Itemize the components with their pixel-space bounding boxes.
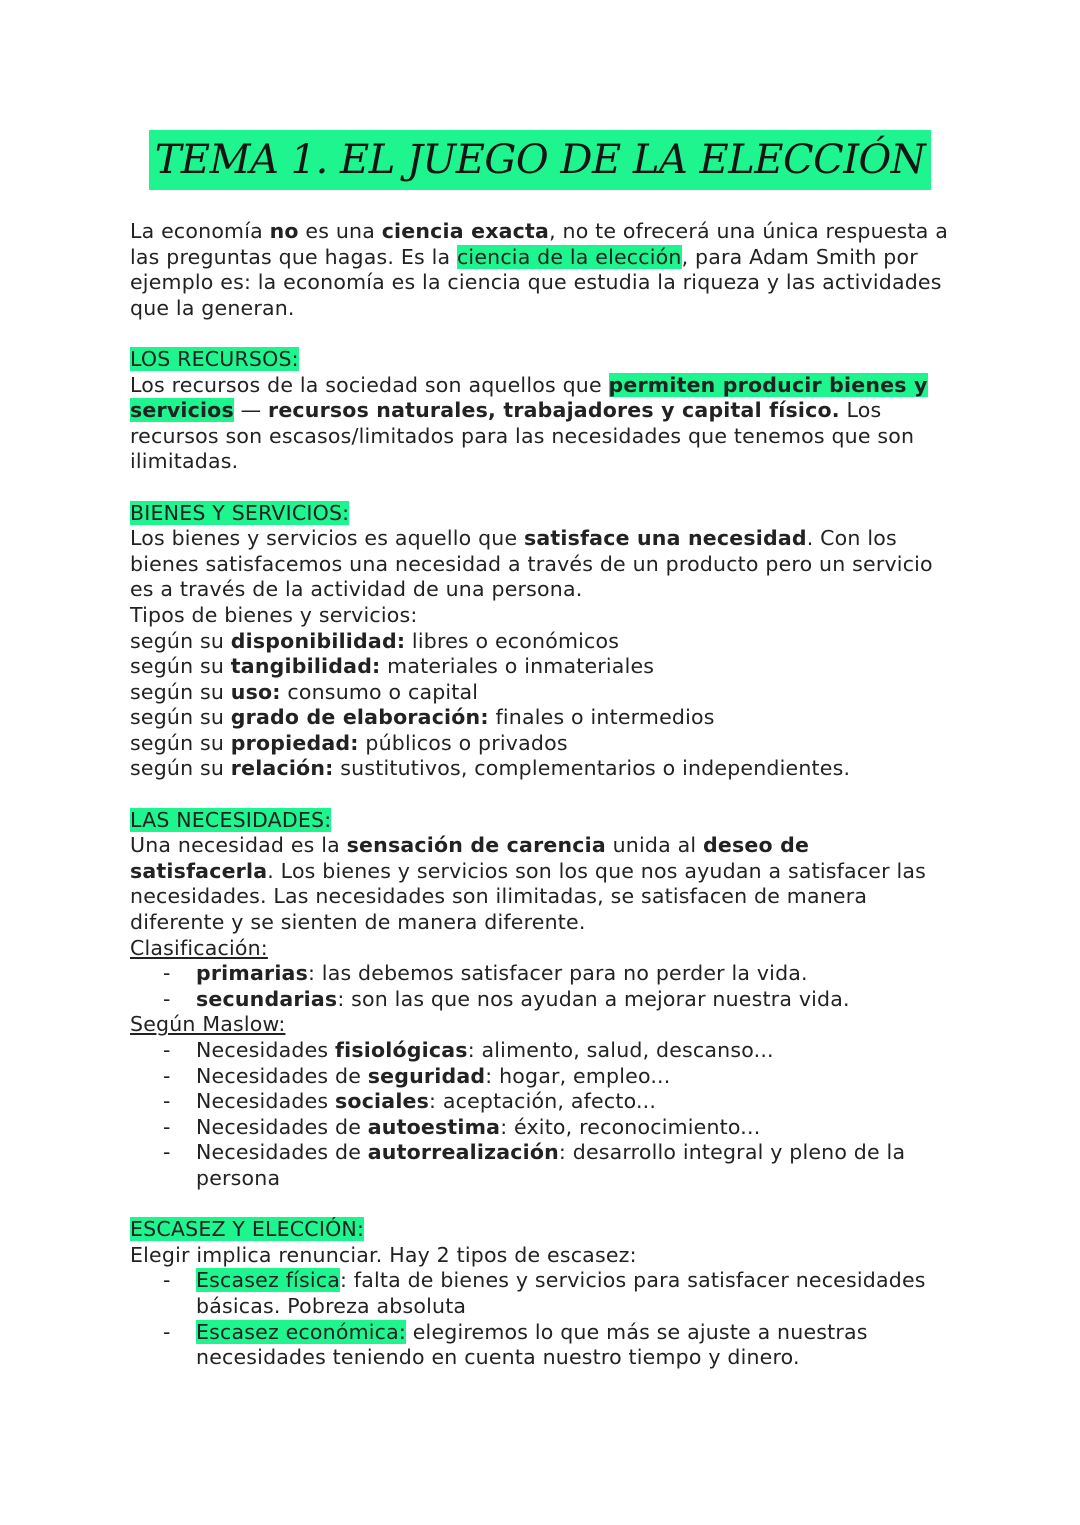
bold-text: fisiológicas [335, 1038, 468, 1062]
underlined-text: Clasificación: [130, 935, 268, 960]
text: según su [130, 705, 231, 730]
bold-text: primarias [196, 961, 308, 986]
text: Los recursos son escasos/limitados para las necesidades que tenemos que son ilimitadas. [130, 398, 915, 474]
text: , no te ofrecerá una única respuesta a las preguntas que hagas. Es la [130, 219, 948, 269]
highlighted-text: Escasez física [196, 1268, 340, 1293]
clasificacion-list [130, 961, 960, 1012]
intro-paragraph [130, 219, 960, 321]
heading-text: ESCASEZ Y ELECCIÓN: [130, 1217, 365, 1242]
text: Necesidades de [196, 1140, 368, 1165]
text: materiales o inmateriales [380, 654, 655, 679]
heading-text: LAS NECESIDADES: [130, 807, 332, 832]
text: : son las que nos ayudan a mejorar nuestra vida. [337, 986, 850, 1011]
section-heading [130, 501, 960, 527]
underlined-text: Según Maslow: [130, 1012, 286, 1037]
text: : las debemos satisfacer para no perder la vida. [307, 961, 808, 986]
list-item [130, 987, 960, 1013]
list-item [130, 1064, 960, 1090]
bienes-paragraph [130, 526, 960, 603]
text: Los recursos de la sociedad son aquellos que [130, 372, 609, 397]
text: : falta de bienes y servicios para satisfacer necesidades básicas. Pobreza absoluta [196, 1268, 926, 1318]
title-wrap [0, 130, 1080, 190]
list-item [130, 961, 960, 987]
text: según su [130, 730, 231, 755]
bold-text: propiedad: [230, 730, 359, 755]
bold-text: tangibilidad: [230, 654, 381, 679]
highlighted-text: permiten producir bienes y servicios [130, 372, 928, 423]
text: públicos o privados [358, 730, 568, 755]
list-item [130, 1038, 960, 1064]
tipos-line: Tipos de bienes y servicios: [130, 602, 418, 627]
text: Los bienes y servicios es aquello que [130, 526, 524, 551]
bold-text: no [269, 219, 299, 243]
text: , para Adam Smith por ejemplo es: la economía es la ciencia que estudia la riqueza y las actividades que la generan. [130, 244, 942, 320]
section-heading [130, 808, 960, 834]
text: según su [130, 756, 231, 781]
bold-text: relación: [230, 756, 334, 781]
text: . Con los bienes satisfacemos una necesidad a través de un producto pero un servicio es a través de la actividad de una persona. [130, 526, 933, 602]
highlighted-text: ciencia de la elección [456, 244, 682, 269]
highlighted-text: Escasez económica: [196, 1319, 407, 1344]
list-item [130, 1140, 960, 1191]
escasez-list [130, 1268, 960, 1370]
bold-text: satisface una necesidad [524, 526, 807, 551]
text: Necesidades de [196, 1114, 368, 1139]
list-item [130, 1268, 960, 1319]
text: . Los bienes y servicios son los que nos ayudan a satisfacer las necesidades. Las necesidades son ilimitadas, se satisfacen de manera diferente y se sienten de manera diferente. [130, 858, 926, 935]
list-item [130, 1320, 960, 1371]
list-item [130, 731, 960, 757]
text: elegiremos lo que más se ajuste a nuestras necesidades teniendo en cuenta nuestro tiempo y dinero. [196, 1319, 868, 1370]
list-item [130, 629, 960, 655]
bold-text: deseo de satisfacerla [130, 833, 810, 883]
list-item [130, 1089, 960, 1115]
list-item [130, 680, 960, 706]
text: es una [298, 219, 382, 243]
text: — [233, 398, 269, 423]
text: según su [130, 628, 231, 653]
text: Necesidades [196, 1038, 336, 1062]
list-item [130, 1115, 960, 1141]
bienes-list [130, 629, 960, 783]
bold-text: recursos naturales, trabajadores y capital físico. [268, 398, 840, 423]
clasificacion-label [130, 936, 960, 962]
text: : aceptación, afecto... [429, 1089, 657, 1114]
text: sustitutivos, complementarios o independientes. [333, 756, 851, 781]
recursos-paragraph [130, 373, 960, 475]
text: Necesidades de [196, 1063, 368, 1088]
text: libres o económicos [405, 628, 620, 653]
text: : hogar, empleo... [485, 1063, 671, 1088]
maslow-label [130, 1012, 960, 1038]
text: : éxito, reconocimiento... [500, 1114, 761, 1139]
bold-text: sociales [335, 1089, 430, 1114]
section-heading [130, 347, 960, 373]
page-title: TEMA 1. EL JUEGO DE LA ELECCIÓN [149, 130, 932, 190]
text: Necesidades [196, 1089, 336, 1114]
bold-text: grado de elaboración: [230, 705, 489, 730]
bold-text: sensación de carencia [346, 833, 606, 858]
bold-text: seguridad [367, 1063, 486, 1088]
text: según su [130, 679, 231, 704]
text: La economía [130, 219, 270, 243]
necesidades-paragraph [130, 833, 960, 935]
bold-text: secundarias [196, 986, 338, 1011]
text: : desarrollo integral y pleno de la persona [196, 1140, 906, 1190]
list-item [130, 756, 960, 782]
bold-text: autoestima [367, 1114, 501, 1139]
text: según su [130, 654, 231, 679]
bold-text: autorrealización [367, 1140, 559, 1165]
bold-text: disponibilidad: [230, 628, 406, 653]
text: : alimento, salud, descanso... [467, 1038, 774, 1062]
heading-text: BIENES Y SERVICIOS: [130, 500, 350, 525]
bold-text: uso: [230, 679, 281, 704]
document-body [130, 219, 960, 1371]
text: finales o intermedios [488, 705, 715, 730]
maslow-list [130, 1038, 960, 1192]
text: consumo o capital [280, 679, 479, 704]
list-item [130, 654, 960, 680]
section-heading [130, 1217, 960, 1243]
heading-text: LOS RECURSOS: [130, 346, 299, 371]
bold-text: ciencia exacta [381, 219, 550, 243]
text: unida al [605, 833, 703, 858]
text: Una necesidad es la [130, 833, 347, 858]
escasez-paragraph: Elegir implica renunciar. Hay 2 tipos de escasez: [130, 1242, 637, 1267]
list-item [130, 705, 960, 731]
